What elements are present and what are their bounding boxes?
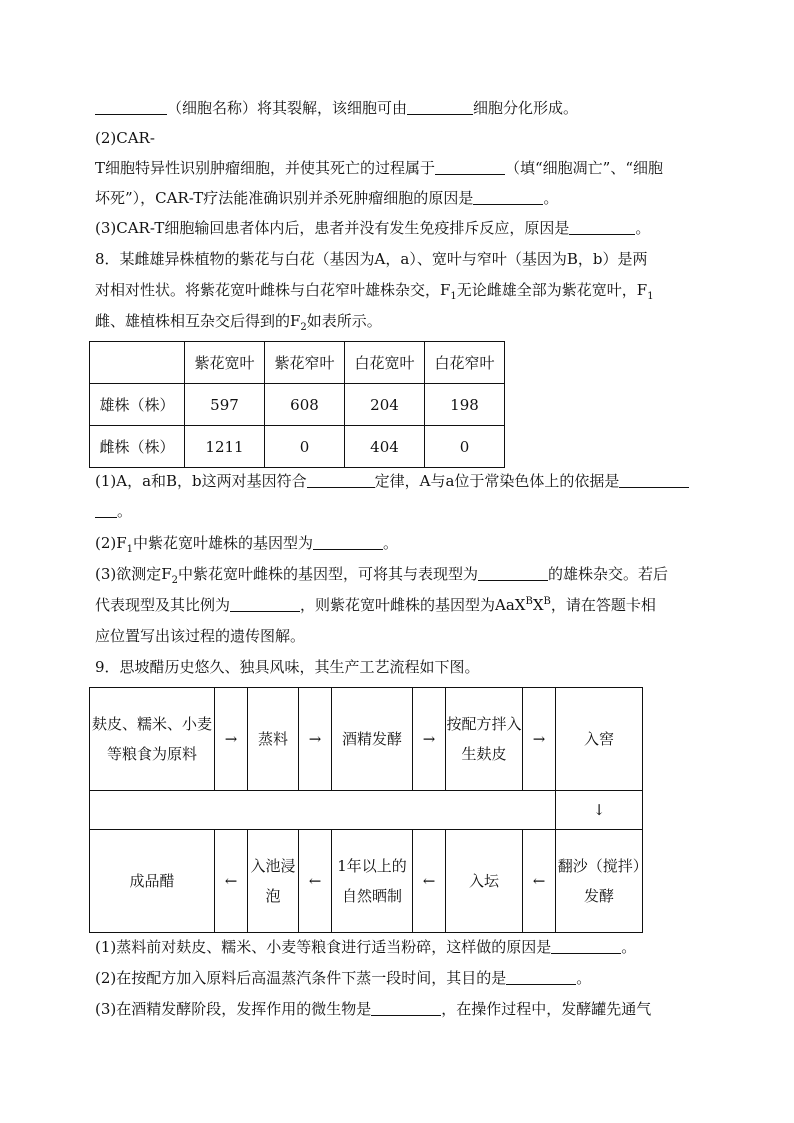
flow-step-stir-fermentation: 翻沙（搅拌）发酵 (556, 830, 643, 933)
text-span: (2)在按配方加入原料后高温蒸汽条件下蒸一段时间，其目的是 (95, 969, 507, 987)
text-span: 中紫花宽叶雌株的基因型，可将其与表现型为 (178, 565, 479, 583)
text-line (95, 158, 705, 178)
table-cell: 198 (425, 384, 505, 426)
flow-arrow-left-icon: ← (299, 830, 332, 933)
text-span: 9．思坡醋历史悠久、独具风味，其生产工艺流程如下图。 (95, 658, 480, 676)
table-header-cell: 白花宽叶 (345, 342, 425, 384)
question-9-stem (95, 657, 705, 677)
flow-empty-cell (90, 791, 556, 830)
answer-blank[interactable] (473, 189, 543, 205)
superscript: B (543, 596, 551, 607)
table-cell: 雄株（株） (90, 384, 185, 426)
text-span: (3)CAR-T细胞输回患者体内后，患者并没有发生免疫排斥反应，原因是 (95, 219, 570, 237)
flow-row-top (90, 688, 643, 791)
text-line (95, 218, 705, 238)
answer-blank[interactable] (506, 969, 576, 985)
text-line (95, 501, 705, 521)
flow-step-cellar: 入窖 (556, 688, 643, 791)
text-span: X (532, 596, 544, 614)
table-header-row (90, 342, 505, 384)
answer-blank[interactable] (307, 472, 375, 488)
text-span: (3)在酒精发酵阶段，发挥作用的微生物是 (95, 1000, 372, 1018)
text-line (95, 533, 705, 553)
text-span: 应位置写出该过程的遗传图解。 (95, 627, 306, 645)
answer-blank[interactable] (551, 938, 621, 954)
text-span: 雌、雄植株相互杂交后得到的F (95, 312, 301, 330)
table-header-cell (90, 342, 185, 384)
text-span: 细胞分化形成。 (473, 99, 579, 117)
text-line (95, 999, 705, 1019)
flow-step-add-bran: 按配方拌入生麸皮 (446, 688, 523, 791)
subscript: 2 (300, 322, 307, 333)
superscript: B (525, 596, 533, 607)
flow-step-steaming: 蒸料 (248, 688, 299, 791)
table-cell: 404 (345, 426, 425, 468)
text-line (95, 98, 705, 118)
vinegar-process-flowchart (89, 687, 643, 933)
text-span: ，则紫花宽叶雌株的基因型为AaX (300, 596, 526, 614)
text-line (95, 626, 705, 646)
text-span: 如表所示。 (306, 312, 382, 330)
flow-arrow-right-icon: → (215, 688, 248, 791)
text-line (95, 280, 705, 300)
table-cell: 597 (185, 384, 265, 426)
answer-blank[interactable] (95, 502, 117, 518)
text-span: （填“细胞凋亡”、“细胞 (505, 159, 664, 177)
text-line (95, 595, 705, 615)
text-span: 的雄株杂交。若后 (548, 565, 669, 583)
subscript: 1 (126, 544, 134, 555)
flow-arrow-right-icon: → (299, 688, 332, 791)
subscript: 1 (450, 291, 457, 302)
table-row (90, 426, 505, 468)
flow-arrow-left-icon: ← (523, 830, 556, 933)
flow-arrow-right-icon: → (523, 688, 556, 791)
text-span: 8．某雌雄异株植物的紫花与白花（基因为A，a）、宽叶与窄叶（基因为B，b）是两 (95, 250, 648, 268)
answer-blank[interactable] (478, 565, 548, 581)
flow-step-sun-drying: 1年以上的自然晒制 (332, 830, 413, 933)
text-span: ，在操作过程中，发酵罐先通气 (441, 1000, 652, 1018)
text-span: 坏死”），CAR-T疗法能准确识别并杀死肿瘤细胞的原因是 (95, 189, 474, 207)
text-line (95, 968, 705, 988)
text-span: 。 (117, 502, 133, 520)
text-span: (2)F (95, 534, 127, 552)
subscript: 1 (647, 291, 654, 302)
text-span: 无论雌雄全部为紫花宽叶，F (456, 281, 648, 299)
text-span: （细胞名称）将其裂解，该细胞可由 (167, 99, 408, 117)
subscript: 2 (171, 575, 179, 586)
answer-blank[interactable] (407, 99, 473, 115)
table-header-cell: 紫花宽叶 (185, 342, 265, 384)
flow-step-alcohol-fermentation: 酒精发酵 (332, 688, 413, 791)
answer-blank[interactable] (371, 1000, 441, 1016)
flow-row-bottom (90, 830, 643, 933)
answer-blank[interactable] (313, 534, 383, 550)
flow-step-raw-materials: 麸皮、糯米、小麦等粮食为原料 (90, 688, 215, 791)
text-line (95, 128, 705, 148)
text-span: ，请在答题卡相 (550, 596, 656, 614)
table-cell: 204 (345, 384, 425, 426)
flow-arrow-left-icon: ← (413, 830, 446, 933)
text-span: 定律，A与a位于常染色体上的依据是 (374, 472, 620, 490)
text-span: T细胞特异性识别肿瘤细胞，并使其死亡的过程属于 (95, 159, 436, 177)
table-header-cell: 白花窄叶 (425, 342, 505, 384)
text-span: 。 (383, 534, 399, 552)
flow-arrow-right-icon: → (413, 688, 446, 791)
table-cell: 0 (265, 426, 345, 468)
flow-row-middle (90, 791, 643, 830)
f2-results-table (89, 341, 505, 468)
text-span: 。 (543, 189, 559, 207)
answer-blank[interactable] (569, 219, 635, 235)
text-span: 对相对性状。将紫花宽叶雌株与白花窄叶雄株杂交，F (95, 281, 451, 299)
text-span: (1)A，a和B，b这两对基因符合 (95, 472, 307, 490)
answer-blank[interactable] (230, 596, 300, 612)
flow-step-jar: 入坛 (446, 830, 523, 933)
text-span: 中紫花宽叶雄株的基因型为 (133, 534, 314, 552)
table-cell: 雌株（株） (90, 426, 185, 468)
text-line (95, 471, 705, 491)
text-span: 。 (621, 938, 637, 956)
text-span: (2)CAR- (95, 129, 155, 147)
text-span: (3)欲测定F (95, 565, 172, 583)
text-line (95, 188, 705, 208)
flow-step-finished-vinegar: 成品醋 (90, 830, 215, 933)
flow-arrow-left-icon: ← (215, 830, 248, 933)
table-cell: 1211 (185, 426, 265, 468)
table-header-cell: 紫花窄叶 (265, 342, 345, 384)
table-row (90, 384, 505, 426)
question-8-stem (95, 249, 705, 269)
text-span: 。 (576, 969, 592, 987)
text-line (95, 311, 705, 331)
text-span: 。 (635, 219, 651, 237)
table-cell: 0 (425, 426, 505, 468)
flow-arrow-down-icon: ↓ (556, 791, 643, 830)
text-span: (1)蒸料前对麸皮、糯米、小麦等粮食进行适当粉碎，这样做的原因是 (95, 938, 552, 956)
text-line (95, 937, 705, 957)
text-span: 代表现型及其比例为 (95, 596, 231, 614)
flow-step-soaking: 入池浸泡 (248, 830, 299, 933)
text-line (95, 564, 705, 584)
table-cell: 608 (265, 384, 345, 426)
answer-blank[interactable] (95, 99, 167, 115)
answer-blank[interactable] (619, 472, 689, 488)
answer-blank[interactable] (435, 159, 505, 175)
